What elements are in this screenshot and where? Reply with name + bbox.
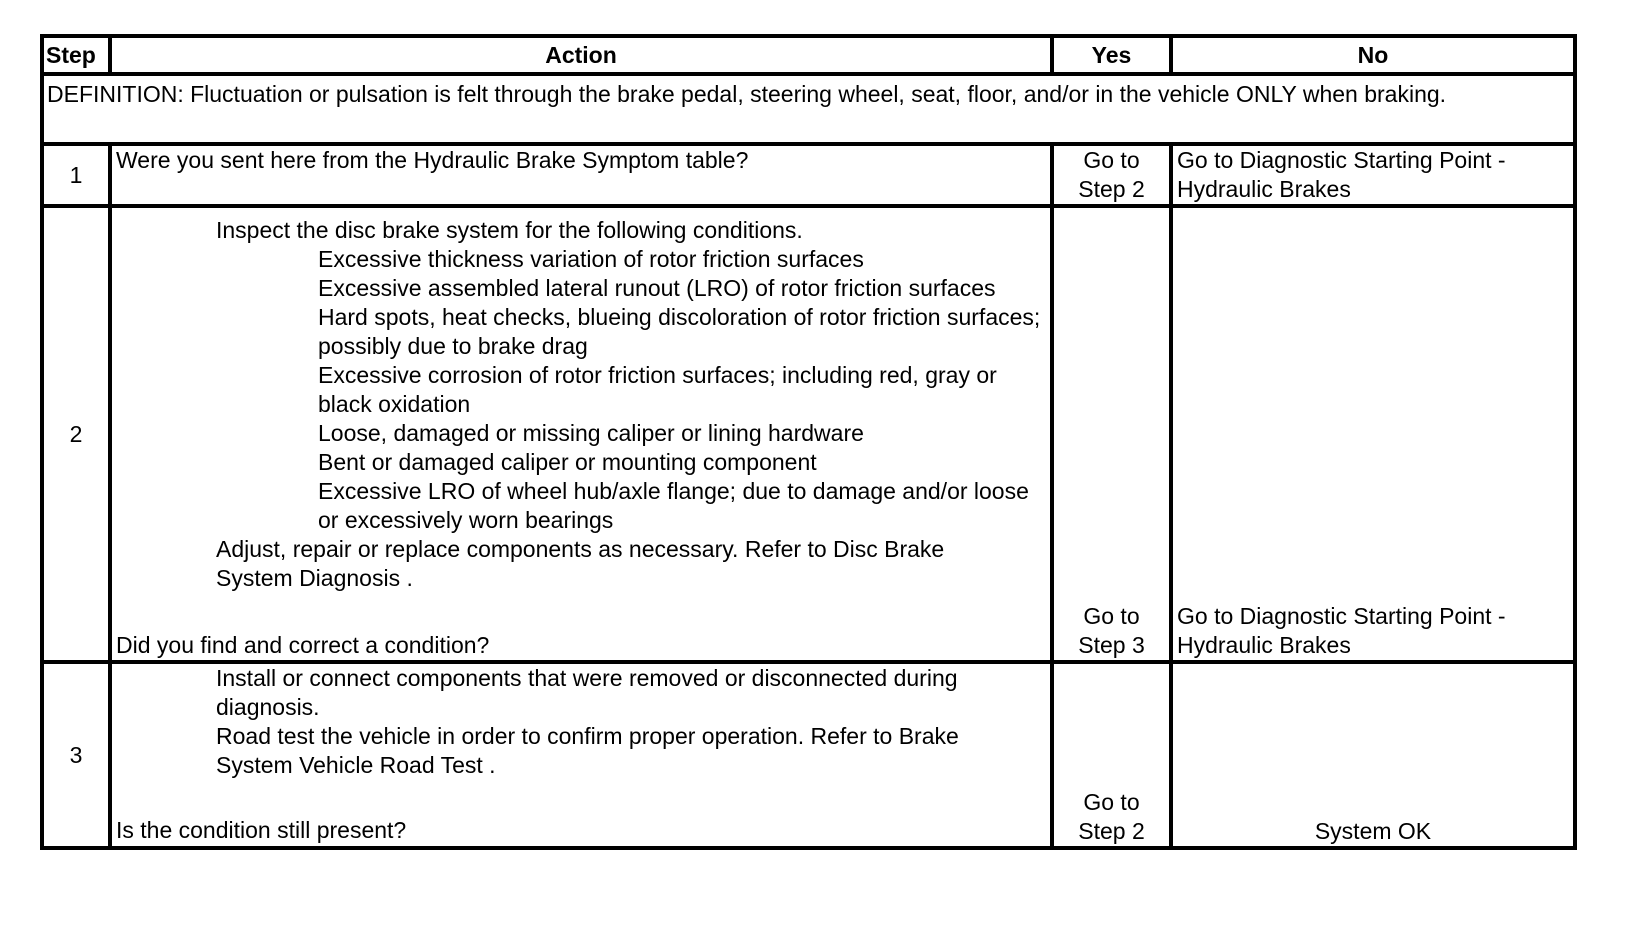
condition-item: Excessive thickness variation of rotor friction surfaces	[318, 246, 864, 272]
yes-line: Step 2	[1078, 176, 1145, 202]
yes-line: Step 2	[1078, 818, 1145, 844]
no-cell: Go to Diagnostic Starting Point - Hydraulic Brakes	[1171, 206, 1575, 662]
yes-line: Go to	[1083, 147, 1140, 173]
condition-item: Hard spots, heat checks, blueing discoloration of rotor friction surfaces; possibly due to brake drag	[318, 304, 1041, 359]
yes-cell	[1052, 662, 1171, 848]
action-intro: Inspect the disc brake system for the following conditions.	[216, 217, 803, 243]
step-number: 3	[42, 662, 110, 848]
definition-row	[42, 74, 1575, 144]
header-action: Action	[110, 36, 1052, 74]
step-question: Were you sent here from the Hydraulic Brake Symptom table?	[110, 144, 1052, 206]
definition-text: DEFINITION: Fluctuation or pulsation is felt through the brake pedal, steering wheel, seat, floor, and/or in the vehicle ONLY when braking.	[42, 74, 1575, 144]
header-no: No	[1171, 36, 1575, 74]
action-cell	[110, 662, 1052, 848]
yes-cell	[1052, 206, 1171, 662]
header-step: Step	[42, 36, 110, 74]
header-row	[42, 36, 1575, 74]
action-instruction: Install or connect components that were removed or disconnected during diagnosis.	[216, 665, 958, 720]
no-cell: Go to Diagnostic Starting Point - Hydraulic Brakes	[1171, 144, 1575, 206]
step-question: Did you find and correct a condition?	[116, 632, 490, 658]
yes-line: Go to	[1083, 603, 1140, 629]
action-instruction: Adjust, repair or replace components as necessary. Refer to Disc Brake System Diagnosis .	[216, 536, 945, 591]
condition-item: Excessive LRO of wheel hub/axle flange; due to damage and/or loose or excessively worn bearings	[318, 478, 1029, 533]
condition-item: Loose, damaged or missing caliper or lining hardware	[318, 420, 864, 446]
table-row	[42, 206, 1575, 662]
action-instruction: Road test the vehicle in order to confirm proper operation. Refer to Brake System Vehicle Road Test .	[216, 723, 959, 778]
step-number: 2	[42, 206, 110, 662]
header-yes: Yes	[1052, 36, 1171, 74]
step-question: Is the condition still present?	[116, 817, 407, 843]
no-cell: System OK	[1171, 662, 1575, 848]
condition-item: Bent or damaged caliper or mounting component	[318, 449, 817, 475]
diagnostic-table	[40, 34, 1577, 850]
action-cell	[110, 206, 1052, 662]
condition-item: Excessive corrosion of rotor friction surfaces; including red, gray or black oxidation	[318, 362, 997, 417]
condition-item: Excessive assembled lateral runout (LRO) of rotor friction surfaces	[318, 275, 996, 301]
yes-line: Go to	[1083, 789, 1140, 815]
yes-line: Step 3	[1078, 632, 1145, 658]
step-number: 1	[42, 144, 110, 206]
table-row	[42, 144, 1575, 206]
table-row	[42, 662, 1575, 848]
yes-cell	[1052, 144, 1171, 206]
